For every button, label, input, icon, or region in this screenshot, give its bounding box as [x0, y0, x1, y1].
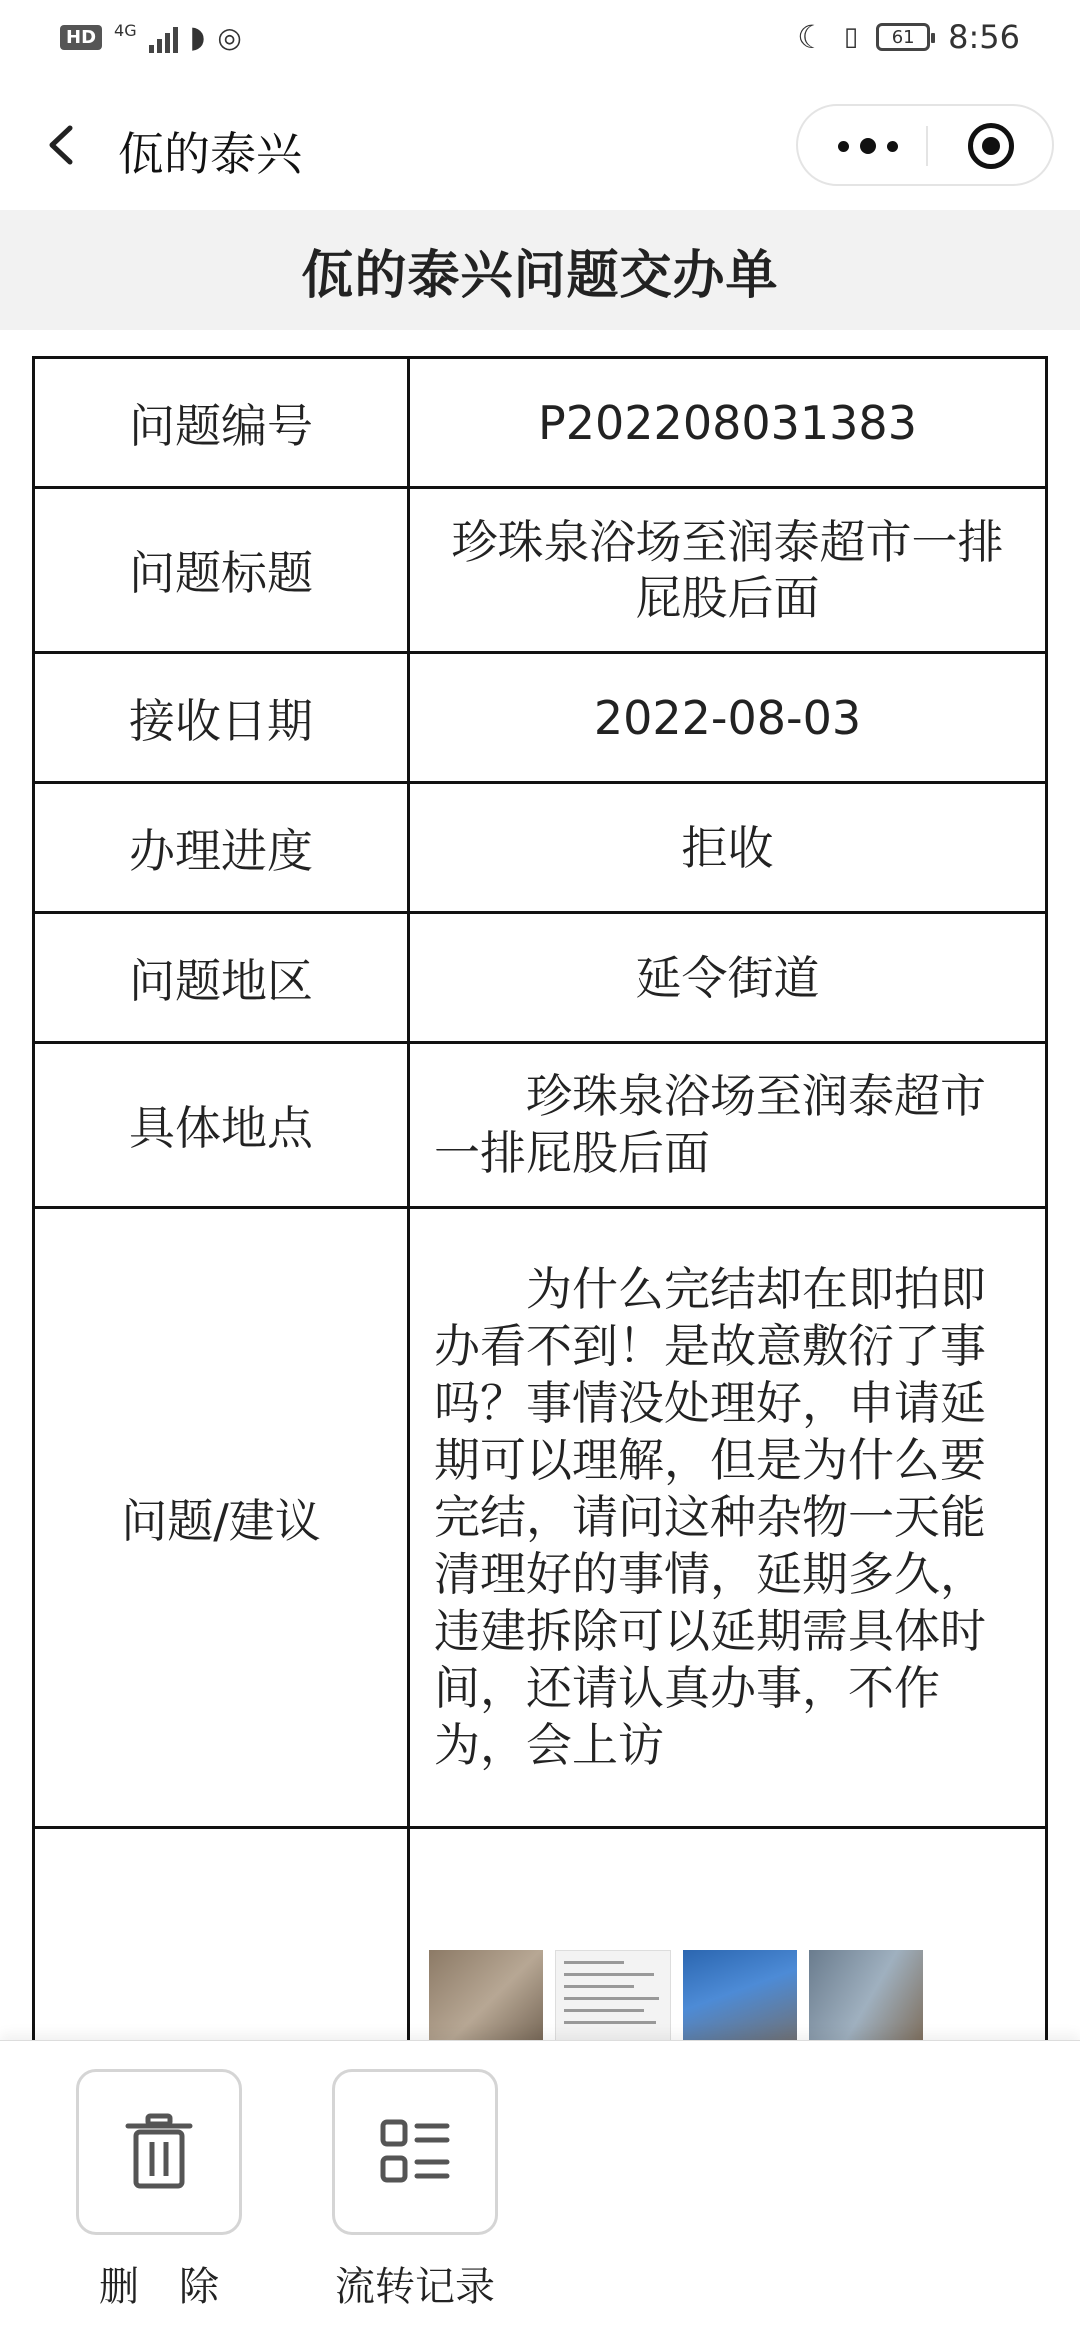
moon-icon: ☾: [797, 18, 826, 56]
row-label: 问题/建议: [34, 1208, 409, 1828]
table-row: [34, 783, 1047, 913]
target-close-icon[interactable]: [968, 123, 1014, 169]
clock: 8:56: [948, 18, 1020, 56]
row-value: 2022-08-03: [409, 653, 1047, 783]
back-button[interactable]: [38, 120, 88, 170]
capsule-divider: [926, 126, 928, 166]
row-label: 问题地区: [34, 913, 409, 1043]
row-value: 珍珠泉浴场至润泰超市一排屁股后面: [409, 1043, 1047, 1208]
hd-badge: HD: [60, 25, 102, 50]
signal-icon: [149, 23, 178, 53]
delete-label: 删 除: [99, 2264, 219, 2310]
more-dots-icon[interactable]: [838, 122, 898, 170]
nav-bar: [0, 80, 1080, 210]
row-label: 办理进度: [34, 783, 409, 913]
title-band: [0, 210, 1080, 330]
wifi-icon: ◗: [189, 20, 206, 55]
battery-level: 61: [891, 26, 915, 48]
network-type: 4G: [114, 21, 137, 40]
delete-button[interactable]: [74, 2069, 244, 2312]
vibrate-icon: ▯: [843, 22, 859, 52]
trash-icon: [124, 2112, 194, 2192]
row-value: 延令街道: [409, 913, 1047, 1043]
row-value: 为什么完结却在即拍即办看不到！是故意敷衍了事吗？事情没处理好，申请延期可以理解，但是为什么要完结，请问这种杂物一天能清理好的事情，延期多久，违建拆除可以延期需具体时间，还请认真办事，不作为，会上访: [409, 1208, 1047, 1828]
row-label: 问题编号: [34, 358, 409, 488]
mini-program-capsule: [796, 104, 1054, 186]
chevron-left-icon: [38, 120, 88, 170]
table-row: [34, 1043, 1047, 1208]
status-left: [60, 20, 242, 55]
flow-record-button[interactable]: [330, 2069, 500, 2312]
row-value: P202208031383: [409, 358, 1047, 488]
status-bar: [0, 0, 1080, 80]
row-label: 接收日期: [34, 653, 409, 783]
bottom-action-bar: [0, 2040, 1080, 2341]
table-row: [34, 1208, 1047, 1828]
delete-button-box[interactable]: [76, 2069, 242, 2235]
table-row: [34, 913, 1047, 1043]
table-row: [34, 653, 1047, 783]
nav-title: 佤的泰兴: [118, 127, 302, 181]
table-row: [34, 358, 1047, 488]
flow-record-label: 流转记录: [335, 2264, 495, 2310]
row-label: 具体地点: [34, 1043, 409, 1208]
list-icon: [377, 2114, 453, 2190]
info-table: [32, 356, 1048, 2129]
table-row: [34, 488, 1047, 653]
row-label: 问题标题: [34, 488, 409, 653]
row-value: 拒收: [409, 783, 1047, 913]
hotspot-icon: ◎: [217, 21, 242, 54]
row-value: 珍珠泉浴场至润泰超市一排屁股后面: [409, 488, 1047, 653]
flow-record-button-box[interactable]: [332, 2069, 498, 2235]
battery-icon: [876, 23, 930, 51]
page-title: 佤的泰兴问题交办单: [301, 245, 779, 306]
status-right: [797, 18, 1020, 56]
info-table-grid: [32, 356, 1048, 2129]
